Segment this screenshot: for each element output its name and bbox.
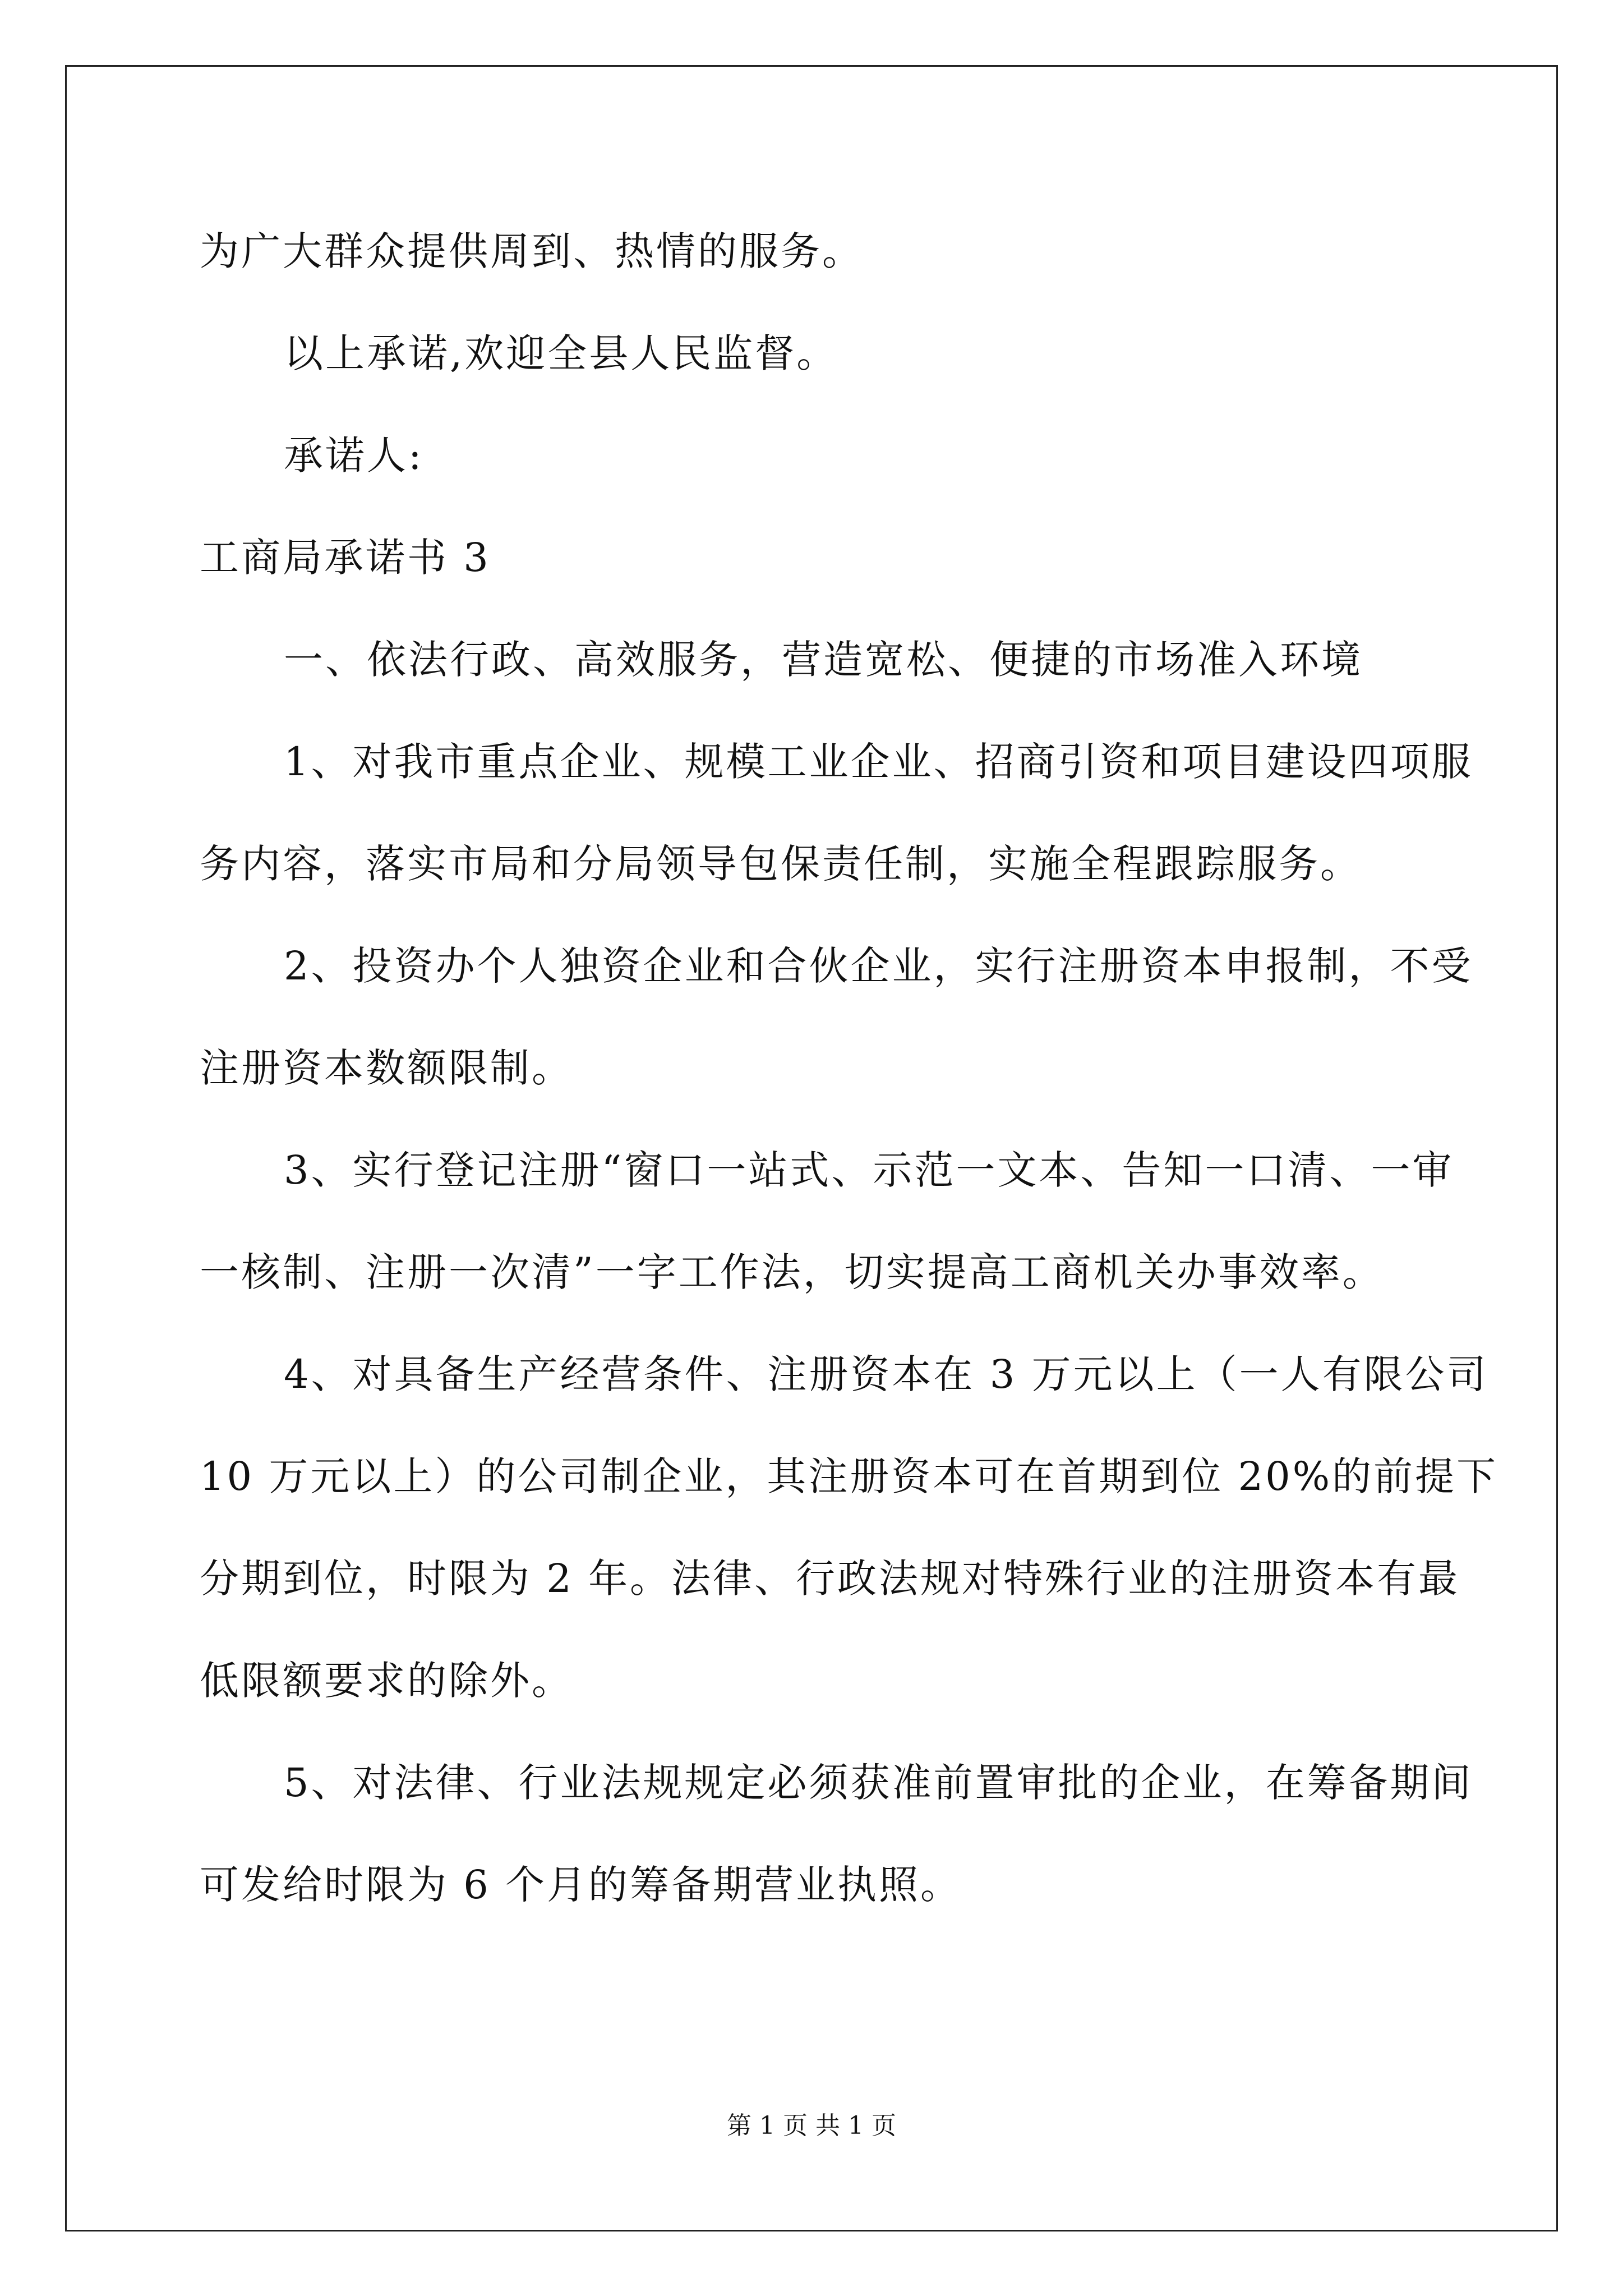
text-line: 注册资本数额限制。 (200, 1045, 573, 1091)
text-line: 5、对法律、行业法规规定必须获准前置审批的企业，在筹备期间 (284, 1760, 1473, 1806)
text-line: 2、投资办个人独资企业和合伙企业，实行注册资本申报制，不受 (284, 943, 1473, 989)
text-line: 一核制、注册一次清”一字工作法，切实提高工商机关办事效率。 (200, 1249, 1384, 1295)
text-line: 低限额要求的除外。 (200, 1658, 573, 1704)
text-line: 承诺人: (284, 432, 424, 478)
text-line: 3、实行登记注册“窗口一站式、示范一文本、告知一口清、一审 (284, 1147, 1454, 1193)
page-number: 第 1 页 共 1 页 (727, 2111, 896, 2140)
text-line: 可发给时限为 6 个月的筹备期营业执照。 (200, 1862, 962, 1908)
text-line: 分期到位，时限为 2 年。法律、行政法规对特殊行业的注册资本有最 (200, 1556, 1460, 1602)
section-heading: 工商局承诺书 3 (200, 535, 491, 581)
text-line: 4、对具备生产经营条件、注册资本在 3 万元以上（一人有限公司 (284, 1351, 1488, 1397)
text-line: 为广大群众提供周到、热情的服务。 (200, 228, 864, 274)
text-line: 以上承诺,欢迎全县人民监督。 (284, 330, 838, 376)
text-line: 务内容，落实市局和分局领导包保责任制，实施全程跟踪服务。 (200, 841, 1362, 887)
text-line: 10 万元以上）的公司制企业，其注册资本可在首期到位 20%的前提下 (200, 1453, 1498, 1499)
text-line: 1、对我市重点企业、规模工业企业、招商引资和项目建设四项服 (284, 739, 1473, 785)
text-line: 一、依法行政、高效服务，营造宽松、便捷的市场准入环境 (284, 637, 1363, 683)
